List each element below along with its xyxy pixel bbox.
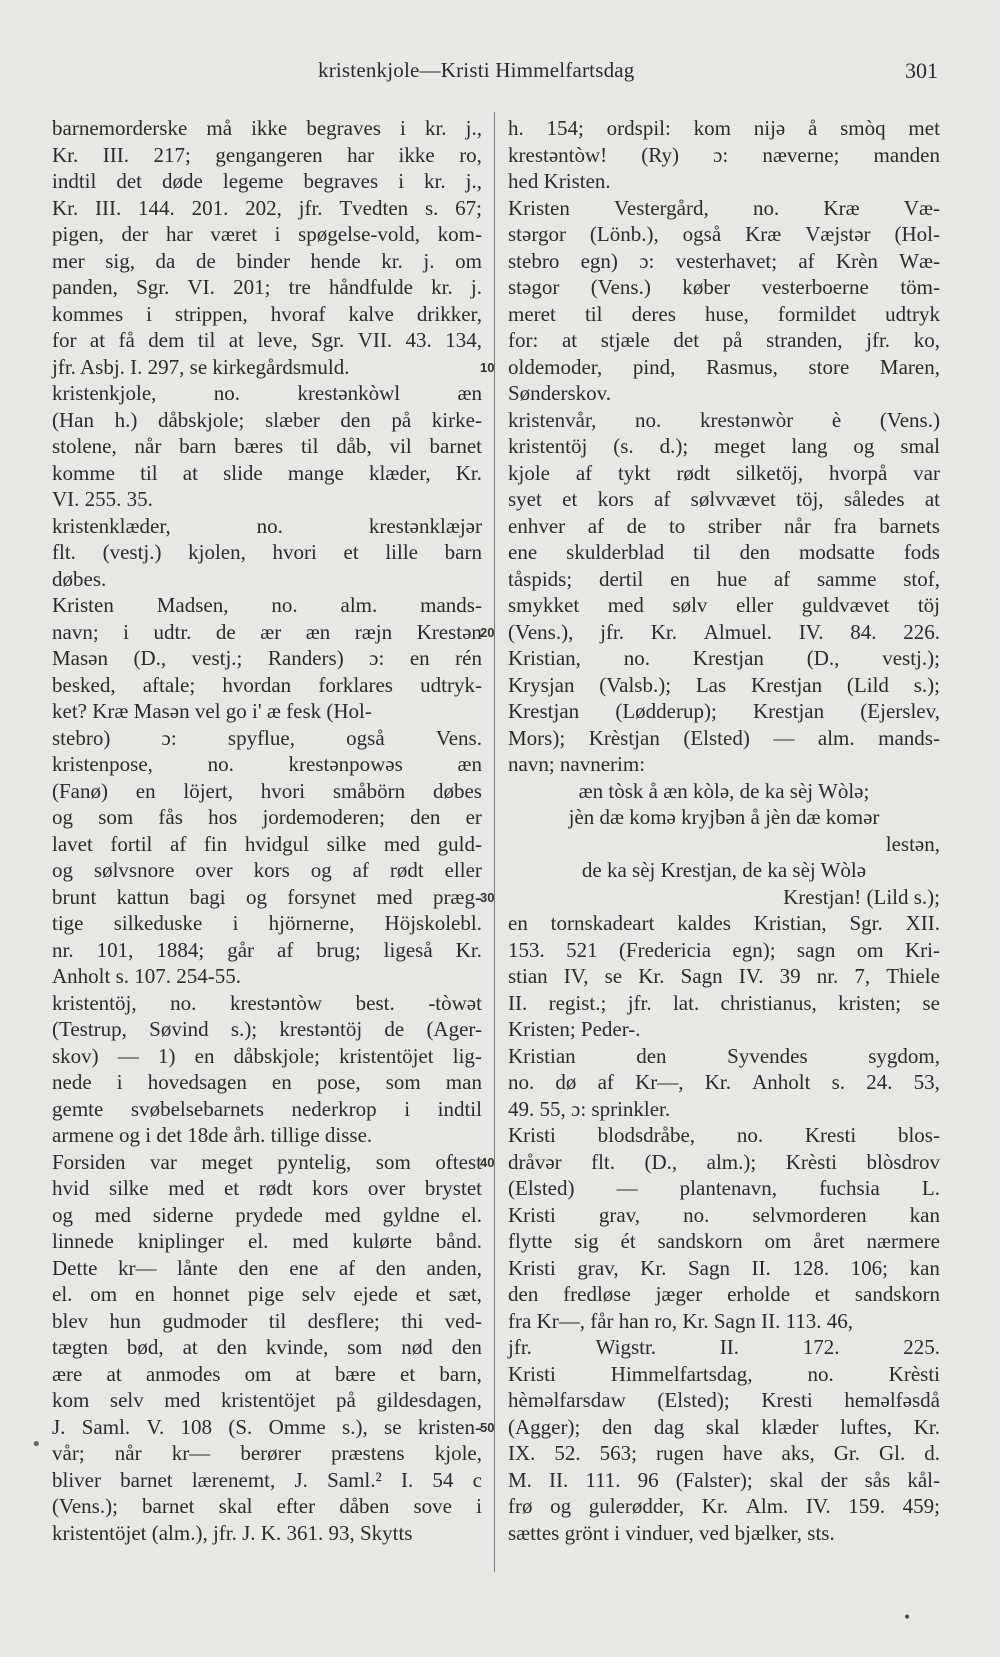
text-line: no. dø af Kr—, Kr. Anholt s. 24. 53, — [508, 1070, 940, 1094]
right-column — [508, 115, 940, 1546]
text-line: Anholt s. 107. 254-55. — [52, 964, 241, 988]
text-line: Mors); Krèstjan (Elsted) — alm. mands- — [508, 725, 940, 750]
text-line: kristentöj (s. d.); meget lang og smal — [508, 434, 940, 458]
text-line: fra Kr—, får han ro, Kr. Sagn II. 113. 46, — [508, 1308, 854, 1333]
text-line: IX. 52. 563; rugen have aks, Gr. Gl. d. — [508, 1441, 940, 1465]
text-line: linnede kniplinger el. med kulørte bånd. — [52, 1229, 482, 1253]
text-line: Sønderskov. — [508, 381, 612, 405]
text-line: 49. 55, ɔ: sprinkler. — [508, 1096, 671, 1121]
text-line: og som fås hos jordemoderen; den er — [52, 805, 482, 829]
text-line: h. 154; ordspil: kom nijə å smòq met — [508, 116, 940, 140]
text-line: krestəntòw! (Ry) ɔ: næverne; manden — [508, 142, 940, 167]
text-line: dråvər flt. (D., alm.); Krèsti blòsdrov — [508, 1149, 940, 1174]
text-line: og med siderne prydede med gyldne el. — [52, 1202, 482, 1227]
text-line: komme til at slide mange klæder, Kr. — [52, 460, 482, 485]
text-line: (Agger); den dag skal klæder luftes, Kr. — [508, 1414, 940, 1439]
text-line: stian IV, se Kr. Sagn IV. 39 nr. 7, Thiele — [508, 964, 940, 988]
text-line: gemte svøbelsebarnets nederkrop i indtil — [52, 1096, 482, 1121]
text-line: Krestjan! (Lild s.); — [783, 884, 940, 909]
text-line: (Han h.) dåbskjole; slæber den på kirke- — [52, 407, 482, 432]
text-line: Kristen Madsen, no. alm. mands- — [52, 593, 482, 617]
text-line: og sølvsnore over kors og af rødt eller — [52, 858, 482, 882]
page-number: 301 — [905, 58, 938, 83]
text-line: syet et kors af sølvvævet töj, således at — [508, 487, 940, 511]
text-line: stebro egn) ɔ: vesterhavet; af Krèn Wæ- — [508, 248, 940, 273]
text-line: flt. (vestj.) kjolen, hvori et lille barn — [52, 540, 482, 564]
left-column — [52, 115, 482, 1546]
text-line: tægten bød, at den kvinde, som nød den — [52, 1335, 482, 1359]
text-line: (Vens.); barnet skal efter dåben sove i — [52, 1494, 482, 1518]
text-line: 153. 521 (Fredericia egn); sagn om Kri- — [508, 937, 940, 962]
text-line: hèməlfarsdaw (Elsted); Kresti heməlfəsdå — [508, 1388, 940, 1412]
text-line: kristentöj, no. krestəntòw best. -tòwət — [52, 990, 482, 1015]
text-line: Masən (D., vestj.; Randers) ɔ: en rén — [52, 646, 482, 670]
text-line: mer sig, da de binder hende kr. j. om — [52, 248, 482, 273]
text-line: enhver af de to striber når fra barnets — [508, 513, 940, 538]
text-line: indtil det døde legeme begraves i kr. j., — [52, 169, 482, 193]
text-line: kristenklæder, no. krestənklæjər — [52, 513, 482, 538]
text-line: frø og gulerødder, Kr. Alm. IV. 159. 459; — [508, 1494, 940, 1518]
text-line: tåspids; dertil en hue af samme stof, — [508, 566, 940, 591]
text-line: døbes. — [52, 566, 107, 591]
text-line: (Elsted) — plantenavn, fuchsia L. — [508, 1176, 940, 1200]
margin-mark: • — [31, 1434, 42, 1455]
text-line: nr. 101, 1884; går af brug; ligeså Kr. — [52, 937, 482, 962]
text-line: el. om en honnet pige selv ejede et sæt, — [52, 1282, 482, 1306]
text-line: Kristen; Peder-. — [508, 1017, 641, 1041]
text-line: kjole af tykt rødt silketöj, hvorpå var — [508, 460, 940, 485]
text-line: Kristian, no. Krestjan (D., vestj.); — [508, 646, 940, 670]
text-line: ære at anmodes om at bære et barn, — [52, 1361, 482, 1386]
line-number: 50 — [480, 1419, 495, 1435]
text-line: nede i hovedsagen en pose, som man — [52, 1070, 482, 1094]
text-line: navn; navnerim: — [508, 752, 646, 776]
text-line: for at få dem til at leve, Sgr. VII. 43. 134, — [52, 328, 482, 352]
text-line: kristenpose, no. krestənpowəs æn — [52, 752, 482, 776]
text-line: navn; i udtr. de ær æn ræjn Krestən — [52, 619, 482, 644]
text-line: stolene, når barn bæres til dåb, vil barnet — [52, 434, 482, 458]
text-line: kristenvår, no. krestənwòr è (Vens.) — [508, 407, 940, 432]
text-line: meret til deres huse, formildet udtryk — [508, 301, 940, 326]
text-line: bliver barnet lærenemt, J. Saml.² I. 54 c — [52, 1467, 482, 1492]
text-line: J. Saml. V. 108 (S. Omme s.), se kristen- — [52, 1414, 482, 1439]
text-line: en tornskadeart kaldes Kristian, Sgr. XII. — [508, 911, 940, 935]
text-line: tige silkeduske i hjörnerne, Höjskolebl. — [52, 911, 482, 935]
text-line: barnemorderske må ikke begraves i kr. j., — [52, 116, 482, 140]
text-line: Krysjan (Valsb.); Las Krestjan (Lild s.); — [508, 672, 940, 697]
text-line: Krestjan (Lødderup); Krestjan (Ejerslev, — [508, 699, 940, 723]
text-line: jèn dæ komə kryjbən å jèn dæ komər — [568, 805, 880, 829]
text-line: armene og i det 18de årh. tillige disse. — [52, 1123, 373, 1147]
text-line: (Fanø) en löjert, hvori småbörn døbes — [52, 778, 482, 803]
text-line: ket? Kræ Masən vel go i' æ fesk (Hol- — [52, 699, 372, 723]
text-line: kristentöjet (alm.), jfr. J. K. 361. 93, Skytts — [52, 1520, 413, 1545]
text-line: vår; når kr— berører præstens kjole, — [52, 1441, 482, 1465]
text-line: pigen, der har været i spøgelse-vold, kom- — [52, 222, 482, 246]
text-line: Kr. III. 144. 201. 202, jfr. Tvedten s. 67; — [52, 195, 482, 220]
text-line: Kristi blodsdråbe, no. Kresti blos- — [508, 1123, 940, 1147]
line-number: 30 — [480, 889, 495, 905]
text-line: stərgor (Lönb.), også Kræ Væjstər (Hol- — [508, 222, 940, 246]
line-number: 10 — [480, 359, 495, 375]
text-line: Kr. III. 217; gengangeren har ikke ro, — [52, 142, 482, 167]
text-line: stebro) ɔ: spyflue, også Vens. — [52, 725, 482, 750]
column-divider — [494, 112, 495, 1572]
text-line: oldemoder, pind, Rasmus, store Maren, — [508, 354, 940, 379]
text-line: de ka sèj Krestjan, de ka sèj Wòlə — [581, 858, 867, 882]
text-line: Forsiden var meget pyntelig, som oftest — [52, 1149, 482, 1174]
text-line: besked, aftale; hvordan forklares udtryk- — [52, 672, 482, 697]
text-line: blev hun gudmoder til desflere; thi ved- — [52, 1308, 482, 1333]
text-line: den fredløse jæger erholde et sandskorn — [508, 1282, 940, 1306]
text-line: brunt kattun bagi og forsynet med præg- — [52, 884, 482, 909]
text-line: jfr. Asbj. I. 297, se kirkegårdsmuld. — [52, 354, 350, 379]
text-line: Kristen Vestergård, no. Kræ Væ- — [508, 195, 940, 220]
text-line: hvid silke med et rødt kors over brystet — [52, 1176, 482, 1200]
text-line: lestən, — [885, 831, 940, 856]
text-line: Kristi Himmelfartsdag, no. Krèsti — [508, 1361, 940, 1386]
text-line: skov) — 1) en dåbskjole; kristentöjet lig- — [52, 1043, 482, 1068]
text-line: kom selv med kristentöjet på gildesdagen, — [52, 1388, 482, 1412]
text-line: II. regist.; jfr. lat. christianus, kristen; se — [508, 990, 940, 1015]
page-title: kristenkjole—Kristi Himmelfartsdag — [318, 58, 635, 82]
text-line: stəgor (Vens.) køber vesterboerne töm- — [508, 275, 940, 299]
text-line: kommes i strippen, hvoraf kalve drikker, — [52, 301, 482, 326]
text-line: Kristi grav, Kr. Sagn II. 128. 106; kan — [508, 1255, 940, 1280]
text-line: jfr. Wigstr. II. 172. 225. — [508, 1335, 940, 1359]
text-line: æn tòsk å æn kòlə, de ka sèj Wòlə; — [578, 778, 870, 803]
text-line: Dette kr— lånte den ene af den anden, — [52, 1255, 482, 1280]
text-line: (Vens.), jfr. Kr. Almuel. IV. 84. 226. — [508, 619, 940, 644]
text-line: lavet fortil af fin hvidgul silke med guld- — [52, 831, 482, 856]
text-line: Kristi grav, no. selvmorderen kan — [508, 1202, 940, 1227]
text-line: hed Kristen. — [508, 169, 611, 193]
text-line: sættes grönt i vinduer, ved bjælker, sts. — [508, 1520, 835, 1545]
text-line: ene skulderblad til den modsatte fods — [508, 540, 940, 564]
line-number: 40 — [480, 1154, 495, 1170]
text-line: for: at stjæle det på stranden, jfr. ko, — [508, 328, 940, 352]
text-line: VI. 255. 35. — [52, 487, 153, 511]
text-line: (Testrup, Søvind s.); krestəntöj de (Ager- — [52, 1017, 482, 1041]
text-line: Kristian den Syvendes sygdom, — [508, 1043, 940, 1068]
text-line: smykket med sølv eller guldvævet töj — [508, 593, 940, 617]
text-line: flytte sig ét sandskorn om året nærmere — [508, 1229, 940, 1253]
text-line: panden, Sgr. VI. 201; tre håndfulde kr. j. — [52, 275, 482, 299]
text-line: kristenkjole, no. krestənkòwl æn — [52, 381, 482, 405]
line-number: 20 — [480, 624, 495, 640]
text-line: M. II. 111. 96 (Falster); skal der sås kål- — [508, 1467, 940, 1492]
ink-speck: • — [903, 1610, 912, 1626]
